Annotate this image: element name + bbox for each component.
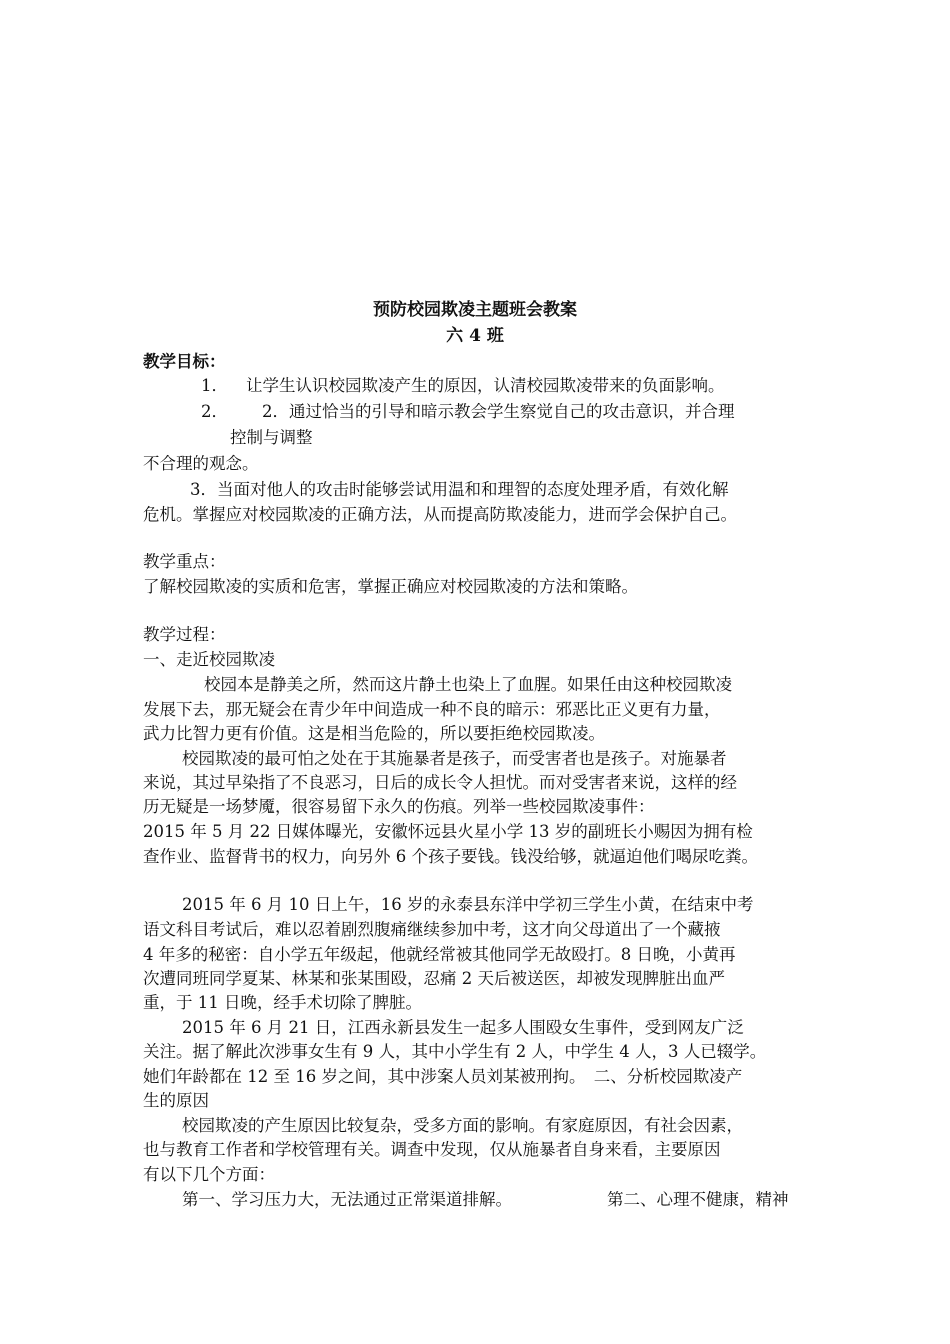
paragraph-line: 次遭同班同学夏某、林某和张某围殴，忍痛 2 天后被送医，却被发现脾脏出血严 xyxy=(143,969,725,988)
objectives-heading: 教学目标： xyxy=(143,352,226,371)
paragraph-line: 生的原因 xyxy=(143,1091,209,1110)
objective-2-text-end: 不合理的观念。 xyxy=(143,454,259,473)
keypoints-text: 了解校园欺凌的实质和危害，掌握正确应对校园欺凌的方法和策略。 xyxy=(143,577,638,596)
paragraph-line: 校园本是静美之所，然而这片静土也染上了血腥。如果任由这种校园欺凌 xyxy=(204,675,732,694)
objective-1-number: 1． xyxy=(201,376,228,395)
paragraph-line: 2015 年 6 月 21 日，江西永新县发生一起多人围殴女生事件，受到网友广泛 xyxy=(182,1018,744,1037)
paragraph-line: 语文科目考试后，难以忍着剧烈腹痛继续参加中考，这才向父母道出了一个藏掖 xyxy=(143,920,721,939)
objective-2-text: 2．通过恰当的引导和暗示教会学生察觉自己的攻击意识，并合理 xyxy=(262,402,735,421)
objective-3-text: 3．当面对他人的攻击时能够尝试用温和和理智的态度处理矛盾，有效化解 xyxy=(190,480,729,499)
paragraph-line: 校园欺凌的最可怕之处在于其施暴者是孩子，而受害者也是孩子。对施暴者 xyxy=(182,749,727,768)
objective-1-text: 让学生认识校园欺凌产生的原因，认清校园欺凌带来的负面影响。 xyxy=(246,376,725,395)
paragraph-line: 关注。据了解此次涉事女生有 9 人，其中小学生有 2 人，中学生 4 人，3 人已辍学。 xyxy=(143,1042,767,1061)
paragraph-line: 校园欺凌的产生原因比较复杂，受多方面的影响。有家庭原因，有社会因素， xyxy=(182,1116,743,1135)
paragraph-line: 4 年多的秘密：自小学五年级起，他就经常被其他同学无故殴打。8 日晚，小黄再 xyxy=(143,945,736,964)
paragraph-line: 2015 年 6 月 10 日上午，16 岁的永泰县东洋中学初三学生小黄，在结束中考 xyxy=(182,895,754,914)
paragraph-line: 武力比智力更有价值。这是相当危险的，所以要拒绝校园欺凌。 xyxy=(143,724,605,743)
objective-3-text-cont: 危机。掌握应对校园欺凌的正确方法，从而提高防欺凌能力，进而学会保护自己。 xyxy=(143,505,737,524)
objective-2-text-cont: 控制与调整 xyxy=(230,428,313,447)
paragraph-line: 2015 年 5 月 22 日媒体曝光，安徽怀远县火星小学 13 岁的副班长小赐因为拥有检 xyxy=(143,822,753,841)
paragraph-line: 重，于 11 日晚，经手术切除了脾脏。 xyxy=(143,993,422,1012)
paragraph-line: 第二、心理不健康，精神 xyxy=(607,1190,789,1209)
process-heading: 教学过程： xyxy=(143,625,226,644)
paragraph-line: 她们年龄都在 12 至 16 岁之间，其中涉案人员刘某被刑拘。 二、分析校园欺凌产 xyxy=(143,1067,743,1086)
paragraph-line: 有以下几个方面： xyxy=(143,1165,275,1184)
paragraph-line: 查作业、监督背书的权力，向另外 6 个孩子要钱。钱没给够，就逼迫他们喝尿吃粪。 xyxy=(143,847,758,866)
paragraph-line: 发展下去，那无疑会在青少年中间造成一种不良的暗示：邪恶比正义更有力量， xyxy=(143,700,721,719)
section-1-heading: 一、走近校园欺凌 xyxy=(143,650,275,669)
paragraph-line: 第一、学习压力大，无法通过正常渠道排解。 xyxy=(182,1190,512,1209)
objective-2-number: 2． xyxy=(201,402,228,421)
keypoints-heading: 教学重点： xyxy=(143,552,226,571)
paragraph-line: 来说，其过早染指了不良恶习，日后的成长令人担忧。而对受害者来说，这样的经 xyxy=(143,773,737,792)
document-title: 预防校园欺凌主题班会教案 xyxy=(373,300,577,320)
class-subtitle: 六 4 班 xyxy=(446,326,504,346)
paragraph-line: 也与教育工作者和学校管理有关。调查中发现，仅从施暴者自身来看，主要原因 xyxy=(143,1140,721,1159)
paragraph-line: 历无疑是一场梦魇，很容易留下永久的伤痕。列举一些校园欺凌事件： xyxy=(143,797,655,816)
